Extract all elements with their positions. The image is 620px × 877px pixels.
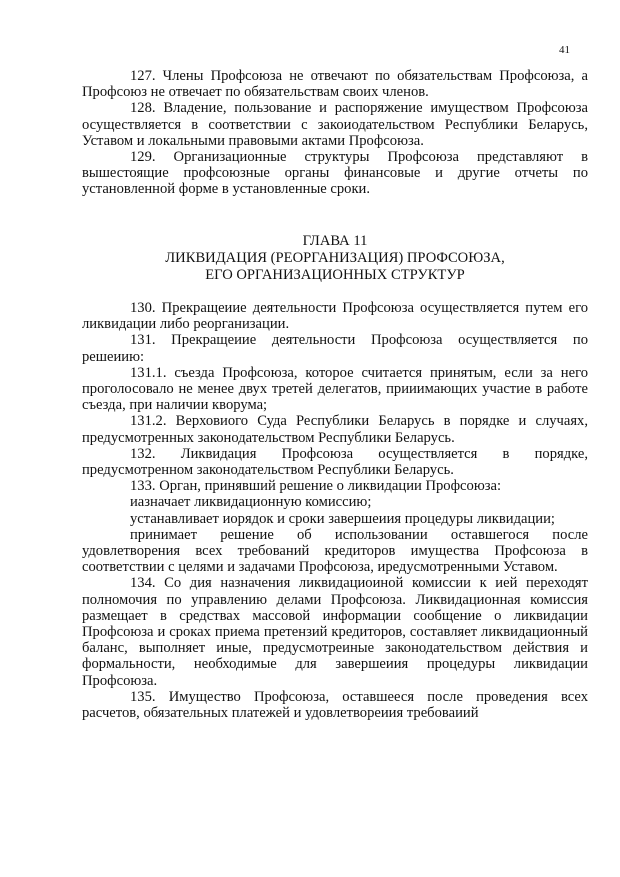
paragraph-133-item-1: иазначает ликвидационную комиссию; <box>130 494 372 511</box>
chapter-heading <box>82 233 588 284</box>
chapter-title-line1: ЛИКВИДАЦИЯ (РЕОРГАНИЗАЦИЯ) ПРОФСОЮЗА, <box>165 250 505 266</box>
paragraph-130: 130. Прекращеиие деятельности Профсоюза осуществляется путем его ликвидации либо реорганизации. <box>82 300 588 333</box>
top-paragraphs <box>82 68 588 198</box>
paragraph-131-2: 131.2. Верховиого Суда Республики Беларусь в порядке и случаях, предусмотренных законодательством Республики Беларусь. <box>82 413 588 446</box>
chapter-title-line2: ЕГО ОРГАНИЗАЦИОННЫХ СТРУКТУР <box>205 267 465 283</box>
paragraph-134: 134. Со дия назначения ликвидациоиной комиссии к ией переходят полномочия по управлению делами Профсоюза. Ликвидационная комиссия размещает в средствах массовой информации сообщение о ликвидации Профсоюза и сроках приема претензий кредиторов, составляет ликвидационный баланс, выполняет иные, предусмотреиные законодательством действия и формальности, необходимые для завершеиия процедуры ликвидации Профсоюза. <box>82 575 588 689</box>
paragraph-129: 129. Организационные структуры Профсоюза представляют в вышестоящие профсоюзные органы финансовые и другие отчеты по установленной форме в установленные сроки. <box>82 149 588 198</box>
paragraph-131-1: 131.1. съезда Профсоюза, которое считается принятым, если за него проголосовало не менее двух третей делегатов, прииимающих участие в работе съезда, при наличии кворума; <box>82 364 588 414</box>
paragraph-127: 127. Члены Профсоюза не отвечают по обязательствам Профсоюза, а Профсоюз не отвечает по обязательствам своих членов. <box>82 68 588 101</box>
paragraph-135: 135. Имущество Профсоюза, оставшееся после проведения всех расчетов, обязательных платежей и удовлетвореиия требоваиий <box>82 688 588 722</box>
paragraph-132: 132. Ликвидация Профсоюза осуществляется в порядке, предусмотренном законодательством Республики Беларусь. <box>82 445 588 479</box>
paragraph-133-item-3: принимает решение об использовании оставшегося после удовлетворения всех требований кредиторов имущества Профсоюза в соответствии с целями и задачами Профсоюза, иредусмотренными Уставом. <box>82 526 588 576</box>
paragraph-133-item-2: устанавливает иорядок и сроки завершеиия процедуры ликвидации; <box>130 510 555 527</box>
paragraph-128: 128. Владение, пользование и распоряжение имуществом Профсоюза осуществляется в соответствии с закоиодательством Республики Беларусь, Уставом и локальными правовыми актами Профсоюза. <box>82 100 588 149</box>
chapter-number: ГЛАВА 11 <box>302 233 368 249</box>
paragraph-133: 133. Орган, принявший решение о ликвидации Профсоюза: <box>130 478 502 495</box>
chapter-body <box>82 300 588 721</box>
page-number: 41 <box>559 44 570 56</box>
paragraph-131: 131. Прекращеиие деятельности Профсоюза осуществляется по решеиию: <box>82 332 588 365</box>
